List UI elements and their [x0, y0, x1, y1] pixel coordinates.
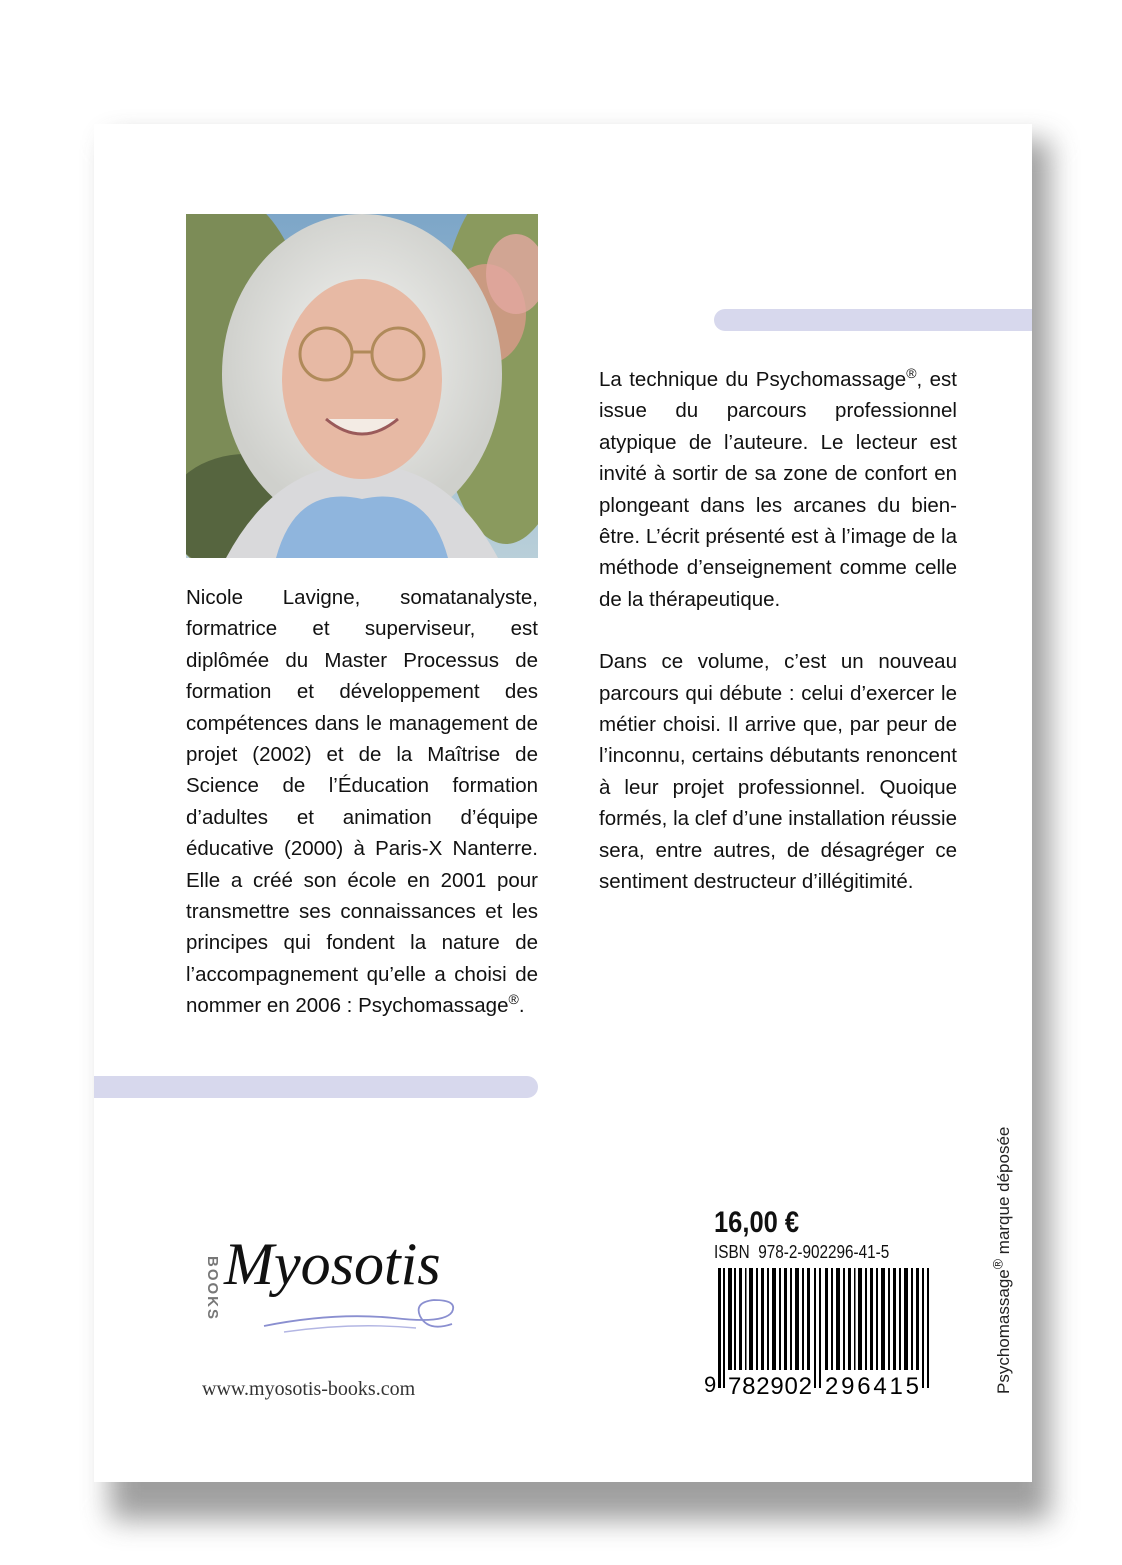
svg-text:782902: 782902 — [728, 1373, 812, 1398]
book-price: 16,00 € — [714, 1206, 800, 1239]
svg-text:Myosotis: Myosotis — [224, 1231, 441, 1297]
description-paragraph-2: Dans ce volume, c’est un nouveau parcours qui débute : celui d’exercer le métier choisi. Il arrive que, par peur de l’inconnu, certains débutants renoncent à leur projet professionnel. Quoique formés, la clef d’une installation réussie sera, entre autres, de désagréger ce sentiment destructeur d’illégitimité. — [599, 650, 957, 894]
publisher-website: www.myosotis-books.com — [202, 1378, 416, 1400]
svg-text:BOOKS: BOOKS — [204, 1256, 221, 1322]
barcode — [704, 1268, 954, 1398]
isbn-line: ISBN 978-2-902296-41-5 — [714, 1242, 890, 1262]
trademark-notice: Psychomassage® marque déposée — [989, 1126, 1013, 1394]
decorative-bar-bottom — [94, 1076, 538, 1098]
svg-text:9: 9 — [704, 1372, 717, 1397]
decorative-bar-top — [714, 309, 1032, 331]
book-description — [599, 364, 957, 929]
book-back-cover — [94, 124, 1032, 1482]
publisher-logo — [194, 1214, 494, 1364]
description-paragraph-1: La technique du Psychomassage®, est issue du parcours professionnel atypique de l’auteure. Le lecteur est invité à sortir de sa zone de confort en plongeant dans les arcanes du bien-être. L’écrit présenté est à l’image de la méthode d’enseignement comme celle de la thérapeutique. — [599, 365, 957, 611]
author-photo — [186, 214, 538, 558]
author-bio: Nicole Lavigne, somatanalyste, formatrice et superviseur, est diplômée du Master Processus de formation et développement des compétences dans le management de projet (2002) et de la Maîtrise de Science de l’Éducation formation d’adultes et animation d’équipe éducative (2000) à Paris-X Nanterre. Elle a créé son école en 2001 pour transmettre ses connaissances et les principes qui fondent la nature de l’accompagnement qu’elle a choisi de nommer en 2006 : Psychomassage®. — [186, 586, 538, 1018]
svg-text:296415: 296415 — [825, 1373, 919, 1398]
